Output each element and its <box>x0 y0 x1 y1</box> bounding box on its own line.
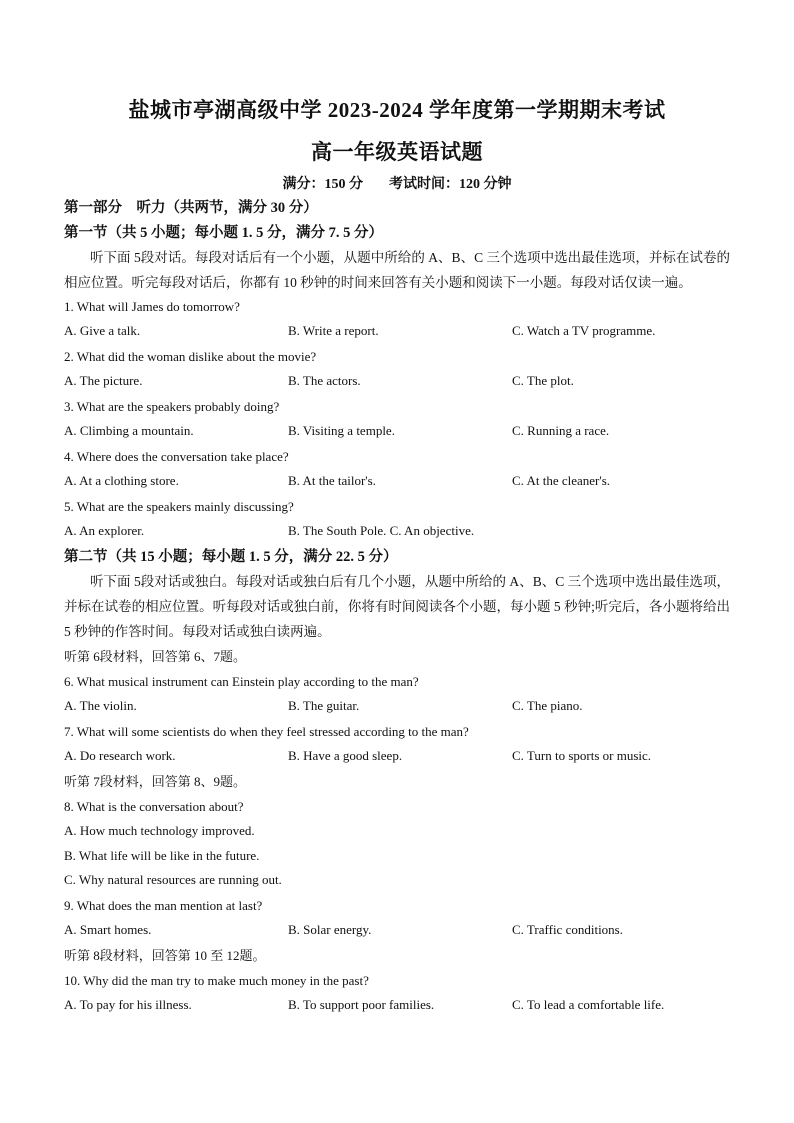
question-7: 7. What will some scientists do when they feel stressed according to the man? <box>64 724 469 739</box>
option-8c: C. Why natural resources are running out. <box>64 872 282 887</box>
option-8a: A. How much technology improved. <box>64 823 255 838</box>
option-9c: C. Traffic conditions. <box>512 922 623 937</box>
exam-title: 盐城市亭湖高级中学 2023-2024 学年度第一学期期末考试 <box>128 98 666 122</box>
option-8b: B. What life will be like in the future. <box>64 848 260 863</box>
option-2a: A. The picture. <box>64 373 143 388</box>
option-6c: C. The piano. <box>512 698 583 713</box>
option-3a: A. Climbing a mountain. <box>64 423 194 438</box>
section2-heading: 第二节（共 15 小题；每小题 1. 5 分，满分 22. 5 分） <box>64 549 398 565</box>
option-7a: A. Do research work. <box>64 748 176 763</box>
option-4b: B. At the tailor's. <box>288 473 376 488</box>
question-2: 2. What did the woman dislike about the movie? <box>64 349 317 364</box>
question-4: 4. Where does the conversation take place? <box>64 449 289 464</box>
option-10a: A. To pay for his illness. <box>64 997 192 1012</box>
question-5: 5. What are the speakers mainly discussing? <box>64 499 294 514</box>
question-9: 9. What does the man mention at last? <box>64 898 263 913</box>
question-10: 10. Why did the man try to make much money in the past? <box>64 973 369 988</box>
material-6-note: 听第 6段材料，回答第 6、7题。 <box>64 649 247 664</box>
exam-subtitle: 高一年级英语试题 <box>311 140 483 164</box>
option-9a: A. Smart homes. <box>64 922 152 937</box>
option-9b: B. Solar energy. <box>288 922 372 937</box>
total-score: 满分：150 分 <box>282 177 363 192</box>
option-2c: C. The plot. <box>512 373 574 388</box>
option-7c: C. Turn to sports or music. <box>512 748 652 763</box>
option-7b: B. Have a good sleep. <box>288 748 403 763</box>
section1-heading: 第一节（共 5 小题；每小题 1. 5 分，满分 7. 5 分） <box>64 225 383 241</box>
option-2b: B. The actors. <box>288 373 361 388</box>
option-1a: A. Give a talk. <box>64 323 141 338</box>
question-3: 3. What are the speakers probably doing? <box>64 399 280 414</box>
exam-meta <box>0 173 794 193</box>
option-10b: B. To support poor families. <box>288 997 435 1012</box>
part1-heading: 第一部分 听力（共两节，满分 30 分） <box>64 200 318 216</box>
option-5a: A. An explorer. <box>64 523 145 538</box>
material-7-note: 听第 7段材料，回答第 8、9题。 <box>64 774 247 789</box>
option-3b: B. Visiting a temple. <box>288 423 395 438</box>
option-4a: A. At a clothing store. <box>64 473 179 488</box>
question-1: 1. What will James do tomorrow? <box>64 299 240 314</box>
question-6: 6. What musical instrument can Einstein play according to the man? <box>64 674 419 689</box>
section1-instructions: 听下面 5段对话。每段对话后有一个小题，从题中所给的 A、B、C 三个选项中选出最佳选项，并标在试卷的相应位置。听完每段对话后，你都有 10 秒钟的时间来回答有关小题和阅读下一小题。每段对话仅读一遍。 <box>64 250 730 290</box>
option-5b: B. The South Pole. C. An objective. <box>288 523 475 538</box>
exam-time: 考试时间：120 分钟 <box>389 177 512 192</box>
material-8-note: 听第 8段材料，回答第 10 至 12题。 <box>64 948 266 963</box>
option-1c: C. Watch a TV programme. <box>512 323 656 338</box>
option-4c: C. At the cleaner's. <box>512 473 611 488</box>
option-1b: B. Write a report. <box>288 323 379 338</box>
option-10c: C. To lead a comfortable life. <box>512 997 665 1012</box>
option-6a: A. The violin. <box>64 698 137 713</box>
option-6b: B. The guitar. <box>288 698 360 713</box>
question-8: 8. What is the conversation about? <box>64 799 244 814</box>
option-3c: C. Running a race. <box>512 423 610 438</box>
section2-instructions: 听下面 5段对话或独白。每段对话或独白后有几个小题，从题中所给的 A、B、C 三个选项中选出最佳选项，并标在试卷的相应位置。听每段对话或独白前，你将有时间阅读各个小题，每小题 5 秒钟;听完后，各小题将给出 5 秒钟的作答时间。每段对话或独白读两遍。 <box>64 574 730 639</box>
